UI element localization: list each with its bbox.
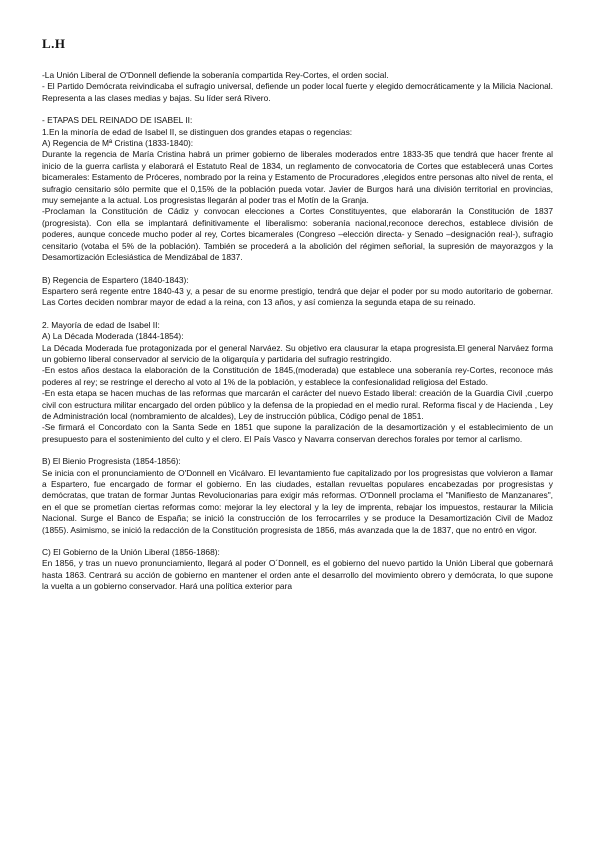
subsection-title: A) Regencia de Mª Cristina (1833-1840): xyxy=(42,138,194,149)
paragraph: -Proclaman la Constitución de Cádiz y convocan elecciones a Cortes Constituyentes, que elaborarán la Constitución de 1837 (progresista). Con ella se implantará definitivamente el liberalismo: soberanía nacional,reconoce derechos, establece división de poderes, aunque concede mucho poder al rey, Cortes bicamerales (Congreso –elección directa- y Senado –designación real-), sufragio censitario (votaba el 5% de la población). También se procederá a la abolición del régimen señorial, la supresión de mayorazgos y la Desamortización Eclesiástica de Mendizábal de 1837. xyxy=(42,206,553,263)
subsection-title: B) Regencia de Espartero (1840-1843): xyxy=(42,274,189,285)
paragraph-gap xyxy=(42,309,553,320)
paragraph: La Década Moderada fue protagonizada por el general Narváez. Su objetivo era clausurar la etapa progresista.El general Narváez forma un gobierno liberal conservador al servicio de la oligarquía y partidaria del sufragio restringido. xyxy=(42,342,553,364)
paragraph: Espartero será regente entre 1840-43 y, a pesar de su enorme prestigio, tendrá que dejar el poder por su modo autoritario de gobernar. Las Cortes deciden nombrar mayor de edad a la reina, con 13 años, y así comienza la segunda etapa de su reinado. xyxy=(42,285,553,308)
paragraph: Durante la regencia de María Cristina habrá un primer gobierno de liberales moderados entre 1833-35 que tendrá que hacer frente al inicio de la guerra carlista y elaborará el Estatuto Real de 1834, un reglamento de convocatoria de Cortes que establecerá unas Cortes bicamerales: Estamento de Próceres, nombrado por la reina y Estamento de Procuradores ,elegidos entre personas alto nivel de renta, el sufragio censitario sólo permite que el 0,15% de la población pueda votar. Javier de Burgos hará una división territorial en provincias, muy semejante a la actual. Los progresistas llegarán al poder tras el Motín de la Granja. xyxy=(42,149,553,206)
page-heading: L.H xyxy=(42,36,66,51)
paragraph: -En esta etapa se hacen muchas de las reformas que marcarán el carácter del nuevo Estado liberal: creación de la Guardia Civil ,cuerpo civil con estructura militar encargado del orden público y la defensa de la propiedad en el medio rural. Reforma fiscal y de Hacienda , Ley de Administración local (nombramiento de alcaldes), Ley de instrucción pública, Código penal de 1851. xyxy=(42,388,553,421)
subsection-title: A) La Década Moderada (1844-1854): xyxy=(42,331,184,342)
paragraph-gap xyxy=(42,104,553,115)
subsection-title: C) El Gobierno de la Unión Liberal (1856-1868): xyxy=(42,547,220,558)
subsection-title: B) El Bienio Progresista (1854-1856): xyxy=(42,456,181,467)
section-title: - ETAPAS DEL REINADO DE ISABEL II: xyxy=(42,115,193,126)
paragraph: -Se firmará el Concordato con la Santa Sede en 1851 que supone la paralización de la desamortización y el establecimiento de un presupuesto para el sostenimiento del culto y el clero. El País Vasco y Navarra conservan derechos forales por temor al carlismo. xyxy=(42,422,553,444)
section-title: 2. Mayoría de edad de Isabel II: xyxy=(42,319,160,330)
paragraph: Se inicia con el pronunciamiento de O'Donnell en Vicálvaro. El levantamiento fue capitalizado por los progresistas que volvieron a llamar a Espartero, fue encargado de formar el gobierno. En las ciudades, estallan revueltas populares encabezadas por progresistas y demócratas, que tratan de formar Juntas Revolucionarias para exigir más reformas. O'Donnell proclama el "Manifiesto de Manzanares", en el que se prometían ciertas reformas como: mejorar la ley electoral y la ley de imprenta, rebajar los impuestos, restaurar la Milicia Nacional. Surge el Banco de España; se inició la construcción de los ferrocarriles y se produce la Desamortización Civil de Madoz (1855). Asimismo, se inició la redacción de la Constitución progresista de 1856, más avanzada que la de 1837, que no entró en vigor. xyxy=(42,467,553,535)
paragraph-gap xyxy=(42,536,553,547)
document-body xyxy=(42,70,553,593)
paragraph-gap xyxy=(42,445,553,456)
paragraph: -En estos años destaca la elaboración de la Constitución de 1845,(moderada) que establece una soberanía rey-Cortes, reconoce más poderes al rey; se restringe el derecho al voto al 1% de la población, y establece la confesionalidad religiosa del Estado. xyxy=(42,365,553,387)
paragraph: En 1856, y tras un nuevo pronunciamiento, llegará al poder O´Donnell, es el gobierno del nuevo partido la Unión Liberal que gobernará hasta 1863. Centrará su acción de gobierno en mantener el orden ante el desarrollo del movimiento obrero y demócrata, lo que supone la vuelta a un gobierno conservador. Hará una política exterior para xyxy=(42,558,553,592)
paragraph: 1.En la minoría de edad de Isabel II, se distinguen dos grandes etapas o regencias: xyxy=(42,126,353,137)
paragraph: - El Partido Demócrata reivindicaba el sufragio universal, defiende un poder local fuerte y elegido democráticamente y la Milicia Nacional. Representa a las clases medias y bajas. Su líder será Rivero. xyxy=(42,81,553,103)
paragraph: -La Unión Liberal de O'Donnell defiende la soberanía compartida Rey-Cortes, el orden social. xyxy=(42,70,389,80)
paragraph-gap xyxy=(42,264,553,275)
